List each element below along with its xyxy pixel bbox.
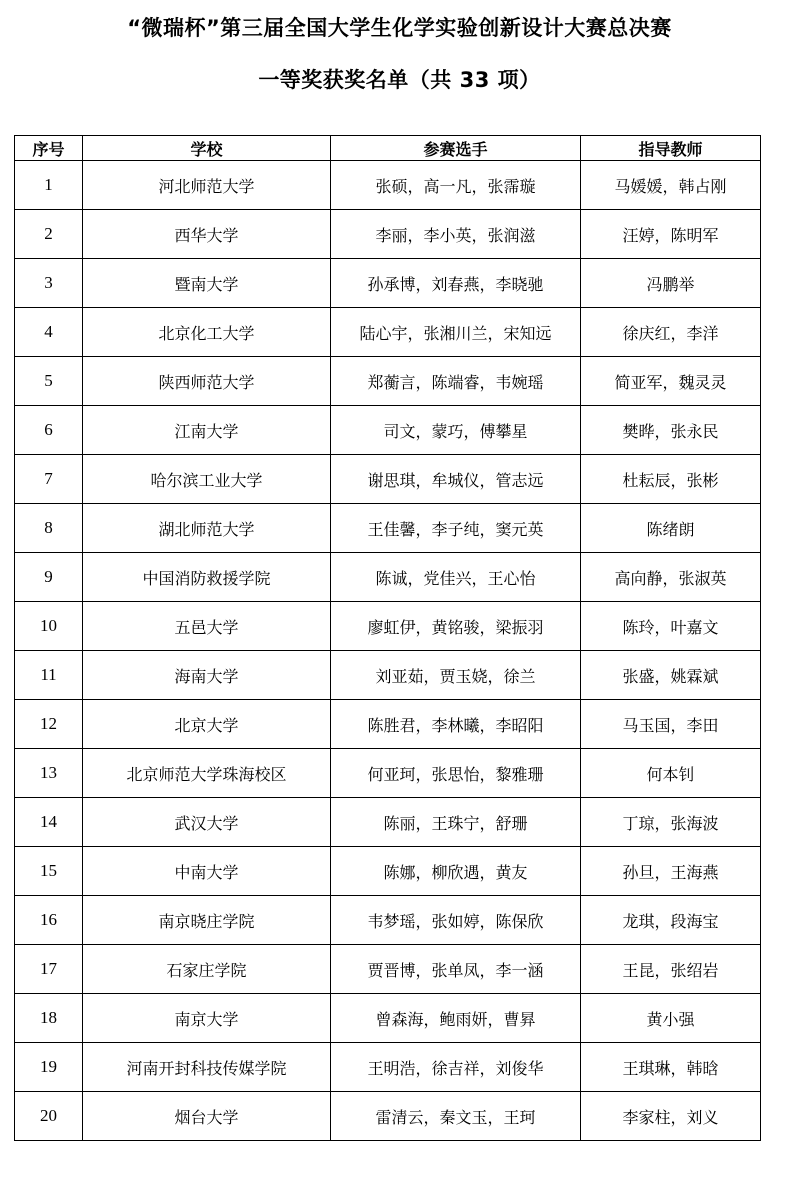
table-row: [15, 847, 761, 896]
row-school: 中南大学: [83, 847, 331, 896]
table-row: [15, 357, 761, 406]
table-row: [15, 455, 761, 504]
row-school: 江南大学: [83, 406, 331, 455]
row-players: 贾晋博，张单凤，李一涵: [331, 945, 581, 994]
row-school: 北京大学: [83, 700, 331, 749]
row-number: 7: [15, 455, 83, 504]
header-school: 学校: [83, 136, 331, 161]
header-players: 参赛选手: [331, 136, 581, 161]
row-teachers: 马玉国，李田: [581, 700, 761, 749]
row-teachers: 陈绪朗: [581, 504, 761, 553]
row-teachers: 何本钊: [581, 749, 761, 798]
row-school: 陕西师范大学: [83, 357, 331, 406]
row-players: 何亚珂，张思怡，黎雅珊: [331, 749, 581, 798]
document-title: “微瑞杯”第三届全国大学生化学实验创新设计大赛总决赛: [127, 16, 672, 40]
table-row: [15, 602, 761, 651]
row-school: 河北师范大学: [83, 161, 331, 210]
row-number: 13: [15, 749, 83, 798]
row-teachers: 张盛，姚霖斌: [581, 651, 761, 700]
row-number: 8: [15, 504, 83, 553]
table-row: [15, 308, 761, 357]
row-players: 张硕，高一凡，张霈璇: [331, 161, 581, 210]
row-school: 西华大学: [83, 210, 331, 259]
table-row: [15, 700, 761, 749]
row-teachers: 高向静，张淑英: [581, 553, 761, 602]
table-row: [15, 994, 761, 1043]
row-teachers: 简亚军，魏灵灵: [581, 357, 761, 406]
row-school: 北京化工大学: [83, 308, 331, 357]
row-number: 16: [15, 896, 83, 945]
row-teachers: 李家柱，刘义: [581, 1092, 761, 1141]
row-school: 南京晓庄学院: [83, 896, 331, 945]
document-subtitle: 一等奖获奖名单（共 33 项）: [258, 68, 541, 92]
row-school: 海南大学: [83, 651, 331, 700]
row-teachers: 丁琼，张海波: [581, 798, 761, 847]
row-number: 2: [15, 210, 83, 259]
row-players: 谢思琪，牟城仪，管志远: [331, 455, 581, 504]
row-teachers: 陈玲，叶嘉文: [581, 602, 761, 651]
table-row: [15, 651, 761, 700]
row-teachers: 王昆，张绍岩: [581, 945, 761, 994]
row-school: 烟台大学: [83, 1092, 331, 1141]
table-row: [15, 749, 761, 798]
table-row: [15, 210, 761, 259]
row-school: 河南开封科技传媒学院: [83, 1043, 331, 1092]
row-players: 王明浩，徐吉祥，刘俊华: [331, 1043, 581, 1092]
row-number: 5: [15, 357, 83, 406]
row-school: 北京师范大学珠海校区: [83, 749, 331, 798]
row-school: 石家庄学院: [83, 945, 331, 994]
row-number: 11: [15, 651, 83, 700]
row-players: 陆心宇，张湘川兰，宋知远: [331, 308, 581, 357]
row-teachers: 樊晔，张永民: [581, 406, 761, 455]
table-row: [15, 406, 761, 455]
row-players: 王佳馨，李子纯，窦元英: [331, 504, 581, 553]
row-school: 湖北师范大学: [83, 504, 331, 553]
row-number: 1: [15, 161, 83, 210]
row-school: 哈尔滨工业大学: [83, 455, 331, 504]
row-teachers: 黄小强: [581, 994, 761, 1043]
row-school: 南京大学: [83, 994, 331, 1043]
row-number: 4: [15, 308, 83, 357]
row-teachers: 汪婷，陈明军: [581, 210, 761, 259]
row-players: 刘亚茹，贾玉娆，徐兰: [331, 651, 581, 700]
row-players: 郑蘅言，陈端睿，韦婉瑶: [331, 357, 581, 406]
row-players: 陈娜，柳欣遇，黄友: [331, 847, 581, 896]
row-school: 中国消防救援学院: [83, 553, 331, 602]
row-number: 17: [15, 945, 83, 994]
table-header-row: [15, 136, 761, 161]
row-number: 18: [15, 994, 83, 1043]
row-number: 15: [15, 847, 83, 896]
row-players: 孙承博，刘春燕，李晓驰: [331, 259, 581, 308]
row-number: 10: [15, 602, 83, 651]
row-number: 19: [15, 1043, 83, 1092]
row-players: 李丽，李小英，张润滋: [331, 210, 581, 259]
row-players: 韦梦瑶，张如婷，陈保欣: [331, 896, 581, 945]
row-teachers: 徐庆红，李洋: [581, 308, 761, 357]
row-players: 陈胜君，李林曦，李昭阳: [331, 700, 581, 749]
row-players: 雷清云，秦文玉，王珂: [331, 1092, 581, 1141]
row-teachers: 龙琪，段海宝: [581, 896, 761, 945]
row-players: 司文，蒙巧，傅攀星: [331, 406, 581, 455]
row-teachers: 王琪琳，韩晗: [581, 1043, 761, 1092]
award-table: [14, 135, 761, 1141]
row-players: 陈丽，王珠宁，舒珊: [331, 798, 581, 847]
row-teachers: 孙旦，王海燕: [581, 847, 761, 896]
row-players: 陈诚，党佳兴，王心怡: [331, 553, 581, 602]
table-row: [15, 798, 761, 847]
table-row: [15, 161, 761, 210]
row-school: 五邑大学: [83, 602, 331, 651]
row-number: 14: [15, 798, 83, 847]
row-number: 12: [15, 700, 83, 749]
row-teachers: 杜耘辰，张彬: [581, 455, 761, 504]
table-row: [15, 259, 761, 308]
row-players: 廖虹伊，黄铭骏，梁振羽: [331, 602, 581, 651]
row-school: 暨南大学: [83, 259, 331, 308]
table-row: [15, 1092, 761, 1141]
header-teachers: 指导教师: [581, 136, 761, 161]
table-row: [15, 504, 761, 553]
table-row: [15, 896, 761, 945]
table-row: [15, 553, 761, 602]
header-number: 序号: [15, 136, 83, 161]
row-teachers: 马媛媛，韩占刚: [581, 161, 761, 210]
row-number: 9: [15, 553, 83, 602]
row-number: 6: [15, 406, 83, 455]
table-row: [15, 945, 761, 994]
row-number: 3: [15, 259, 83, 308]
row-teachers: 冯鹏举: [581, 259, 761, 308]
row-number: 20: [15, 1092, 83, 1141]
row-players: 曾森海，鲍雨妍，曹昪: [331, 994, 581, 1043]
table-row: [15, 1043, 761, 1092]
row-school: 武汉大学: [83, 798, 331, 847]
